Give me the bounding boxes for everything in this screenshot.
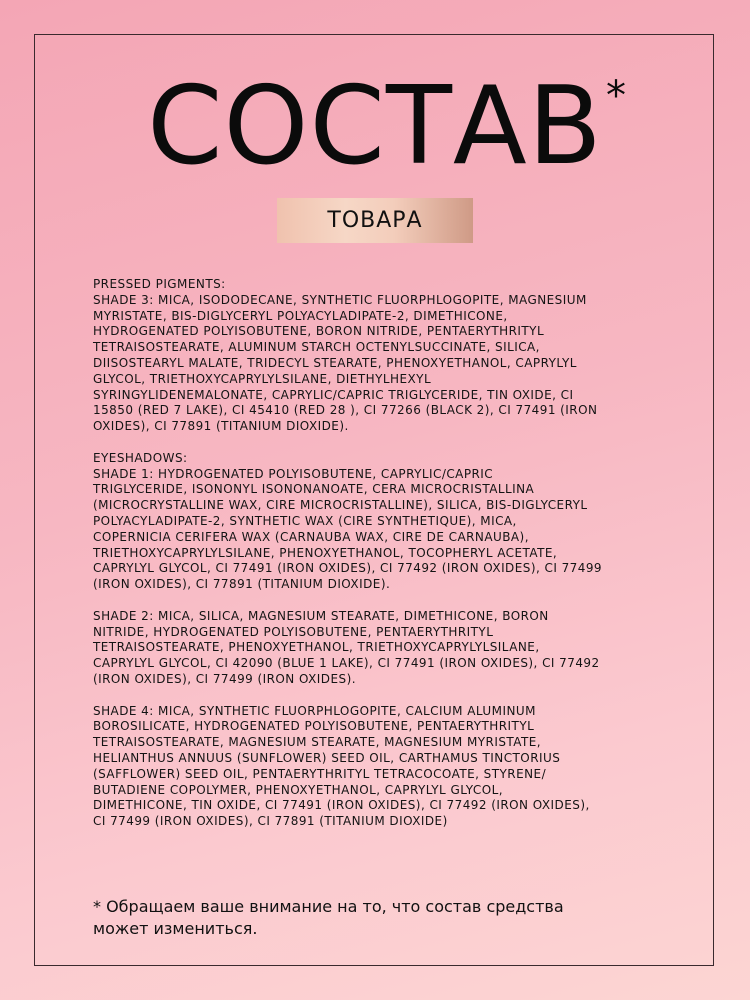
ingredients-block-shade-2 [93,609,673,688]
ingredients-line: BUTADIENE COPOLYMER, PHENOXYETHANOL, CAPRYLYL GLYCOL, [93,782,504,797]
subtitle-badge [277,198,473,243]
ingredients-line: TRIGLYCERIDE, ISONONYL ISONONANOATE, CERA MICROCRISTALLINA [93,482,535,497]
disclaimer-line: может измениться. [93,919,258,938]
page-title [0,62,750,192]
ingredients-list [93,277,673,846]
ingredients-line: 15850 (RED 7 LAKE), CI 45410 (RED 28 ), CI 77266 (BLACK 2), CI 77491 (IRON [93,403,598,418]
ingredients-line: CAPRYLYL GLYCOL, CI 42090 (BLUE 1 LAKE), CI 77491 (IRON OXIDES), CI 77492 [93,656,600,671]
ingredients-line: (SAFFLOWER) SEED OIL, PENTAERYTHRITYL TETRACOCOATE, STYRENE/ [93,766,547,781]
ingredients-line: CAPRYLYL GLYCOL, CI 77491 (IRON OXIDES), CI 77492 (IRON OXIDES), CI 77499 [93,561,603,576]
title-text: СОСТАВ [147,64,603,189]
ingredients-block-eyeshadows-shade-1 [93,451,673,593]
ingredients-line: SHADE 2: MICA, SILICA, MAGNESIUM STEARATE, DIMETHICONE, BORON [93,608,549,623]
ingredients-line: MYRISTATE, BIS-DIGLYCERYL POLYACYLADIPATE-2, DIMETHICONE, [93,308,508,323]
ingredients-line: BOROSILICATE, HYDROGENATED POLYISOBUTENE, PENTAERYTHRITYL [93,719,535,734]
disclaimer-note [93,896,653,940]
subtitle-text: ТОВАРА [327,208,423,233]
ingredients-line: TETRAISOSTEARATE, PHENOXYETHANOL, TRIETHOXYCAPRYLYLSILANE, [93,640,540,655]
ingredients-line: CI 77499 (IRON OXIDES), CI 77891 (TITANIUM DIOXIDE) [93,814,448,829]
ingredients-line: (MICROCRYSTALLINE WAX, CIRE MICROCRISTALLINE), SILICA, BIS-DIGLYCERYL [93,498,588,513]
ingredients-line: SHADE 3: MICA, ISODODECANE, SYNTHETIC FLUORPHLOGOPITE, MAGNESIUM [93,292,587,307]
ingredients-line: DIISOSTEARYL MALATE, TRIDECYL STEARATE, PHENOXYETHANOL, CAPRYLYL [93,355,577,370]
ingredients-line: (IRON OXIDES), CI 77891 (TITANIUM DIOXIDE). [93,577,391,592]
ingredients-line: TRIETHOXYCAPRYLYLSILANE, PHENOXYETHANOL, TOCOPHERYL ACETATE, [93,545,558,560]
disclaimer-line: * Обращаем ваше внимание на то, что состав средства [93,897,564,916]
ingredients-line: EYESHADOWS: [93,450,188,465]
ingredients-line: GLYCOL, TRIETHOXYCAPRYLYLSILANE, DIETHYLHEXYL [93,371,432,386]
ingredients-block-shade-4 [93,704,673,830]
ingredients-line: HYDROGENATED POLYISOBUTENE, BORON NITRIDE, PENTAERYTHRITYL [93,324,545,339]
ingredients-line: TETRAISOSTEARATE, MAGNESIUM STEARATE, MAGNESIUM MYRISTATE, [93,735,542,750]
ingredients-block-pressed-pigments [93,277,673,435]
ingredients-line: OXIDES), CI 77891 (TITANIUM DIOXIDE). [93,419,349,434]
ingredients-line: SHADE 1: HYDROGENATED POLYISOBUTENE, CAPRYLIC/CAPRIC [93,466,494,481]
ingredients-line: HELIANTHUS ANNUUS (SUNFLOWER) SEED OIL, CARTHAMUS TINCTORIUS [93,750,561,765]
ingredients-line: PRESSED PIGMENTS: [93,277,226,291]
ingredients-line: TETRAISOSTEARATE, ALUMINUM STARCH OCTENYLSUCCINATE, SILICA, [93,340,540,355]
ingredients-line: DIMETHICONE, TIN OXIDE, CI 77491 (IRON OXIDES), CI 77492 (IRON OXIDES), [93,798,590,813]
ingredients-line: SYRINGYLIDENEMALONATE, CAPRYLIC/CAPRIC TRIGLYCERIDE, TIN OXIDE, CI [93,387,574,402]
ingredients-line: SHADE 4: MICA, SYNTHETIC FLUORPHLOGOPITE, CALCIUM ALUMINUM [93,703,536,718]
ingredients-line: (IRON OXIDES), CI 77499 (IRON OXIDES). [93,671,356,686]
ingredients-line: NITRIDE, HYDROGENATED POLYISOBUTENE, PENTAERYTHRITYL [93,624,494,639]
ingredients-line: COPERNICIA CERIFERA WAX (CARNAUBA WAX, CIRE DE CARNAUBA), [93,529,529,544]
title-asterisk: * [606,73,627,119]
ingredients-line: POLYACYLADIPATE-2, SYNTHETIC WAX (CIRE SYNTHETIQUE), MICA, [93,513,517,528]
